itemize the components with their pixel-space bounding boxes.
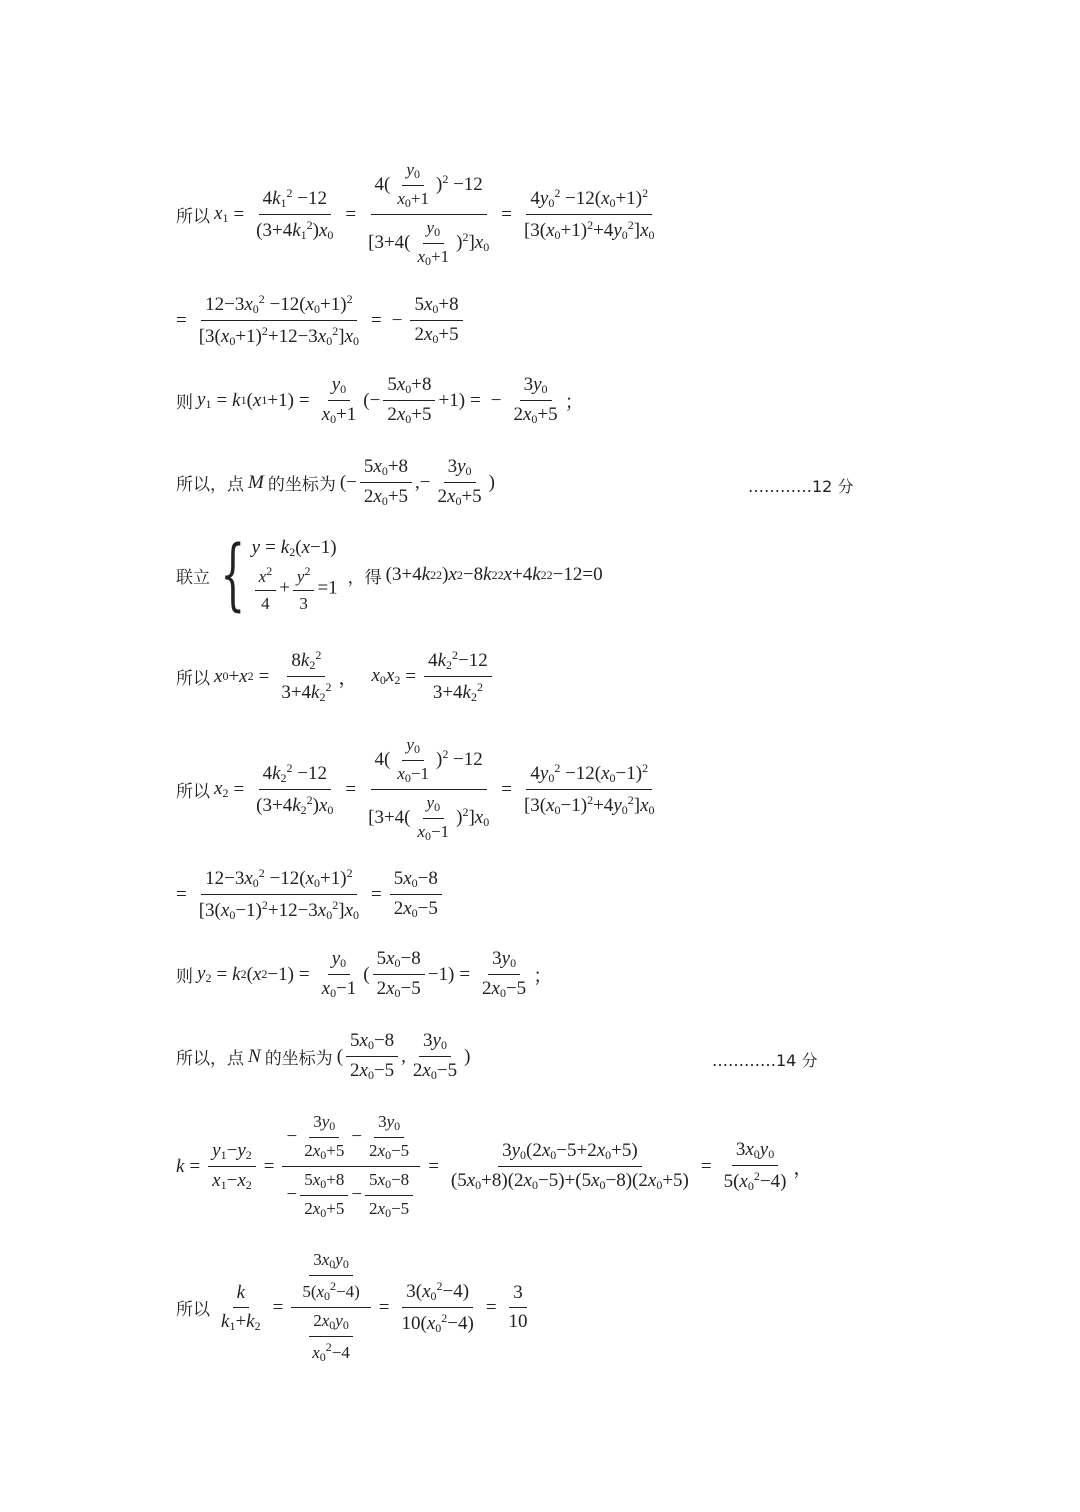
eq-system: 联立 { $y = k_2(x-1)$ $\frac{x^2}{4}$ + $\frac{y^2}{3}$ =1 ，得 (3+4 k 2 2 ) x 2 −8 k 2 2 x +4 k 2 2 −12=0 xyxy=(176,530,603,620)
label-ze: 则 xyxy=(176,393,193,413)
eq-y1: 则 $y_1$ = k 1 ( x 1 +1) = $\frac{y_0}{x_0+1}$ (− $\frac{5x_0+8}{2x_0+5}$ +1) = − $\frac{3y_0}{2x_0+5}$ ； xyxy=(176,374,584,426)
eq-x2: 所以 $x_2$ = $\frac{4k_2^2 -12}{(3+4k_2^2)x_0}$ = 4( $\frac{y_0}{x_0-1}$ )$^2$ −12 [3+4( $\frac{y_0}{x_0-1}$ )$^2]x_0$ = $\frac{4y_0^2 -12(x_0-1)^2}{[3(x_0-1)^2+4y_0^2]x_0}$ xyxy=(176,735,655,843)
score-14: …………14 分 xyxy=(712,1051,818,1070)
eq-x1-cont: = $\frac{12-3x_0^2 -12(x_0+1)^2}{[3(x_0+1)^2+12-3x_0^2]x_0}$ = − $\frac{5x_0+8}{2x_0+5}$ xyxy=(176,292,466,349)
label-suoyi: 所以 xyxy=(176,207,210,227)
eq-k: k = $\frac{y_1-y_2}{x_1-x_2}$ = − $\frac{3y_0}{2x_0+5}$ − $\frac{3y_0}{2x_0-5}$ − $\frac{5x_0+8}{2x_0+5}$ − $\frac{5x_0-8}{2x_0-5}$ = $\frac{3y_0(2x_0-5+2x_0+5)}{(5x_0+8)(2x_0-5)+(5x_0-8)(2x_0+5)}$ = $\frac{3x_0y_0}{5(x_0^2-4)}$ ， xyxy=(176,1112,813,1220)
eq-ratio: 所以 $\frac{k}{k_1+k_2}$ = $\frac{\frac{3x_0y_0}{5(x_0^2-4)}}{\frac{2x_0y_0}{x_0^2-4}}$ = $\frac{3(x_0^2-4)}{10(x_0^2-4)}$ = $\frac{3}{10}$ xyxy=(176,1250,528,1364)
eq-point-N: 所以，点 N 的坐标为 ( $\frac{5x_0-8}{2x_0-5}$ , $\frac{3y_0}{2x_0-5}$ ) xyxy=(176,1030,471,1082)
eq-x2-cont: = $\frac{12-3x_0^2 -12(x_0+1)^2}{[3(x_0-1)^2+12-3x_0^2]x_0}$ = $\frac{5x_0-8}{2x_0-5}$ xyxy=(176,866,445,923)
eq-vieta: 所以 x 0 + x 2 = $\frac{8k_2^2}{3+4k_2^2}$ ， $x_0x_2$ = $\frac{4k_2^2-12}{3+4k_2^2}$ xyxy=(176,648,495,705)
frac: $\frac{4k_1^2 -12}{(3+4k_1^2)x_0}$ xyxy=(256,186,334,242)
eq-x1: 所以 $x_1$ = $\frac{4k_1^2 -12}{(3+4k_1^2)x_0}$ = 4( $\frac{y_0}{x_0+1}$ )$^2$ −12 [3+4( $\frac{y_0}{x_0+1}$ )$^2]x_0$ = $\frac{4y_0^2 -12(x_0+1)^2}{[3(x_0+1)^2+4y_0^2]x_0}$ xyxy=(176,160,655,268)
eq-point-M: 所以，点 M 的坐标为 (− $\frac{5x_0+8}{2x_0+5}$ ,− $\frac{3y_0}{2x_0+5}$ ) xyxy=(176,456,495,508)
score-12: …………12 分 xyxy=(748,477,854,496)
eq-y2: 则 $y_2$ = k 2 ( x 2 −1) = $\frac{y_0}{x_0-1}$ ( $\frac{5x_0-8}{2x_0-5}$ −1) = $\frac{3y_0}{2x_0-5}$ ； xyxy=(176,948,553,1000)
left-brace: { xyxy=(220,530,246,620)
